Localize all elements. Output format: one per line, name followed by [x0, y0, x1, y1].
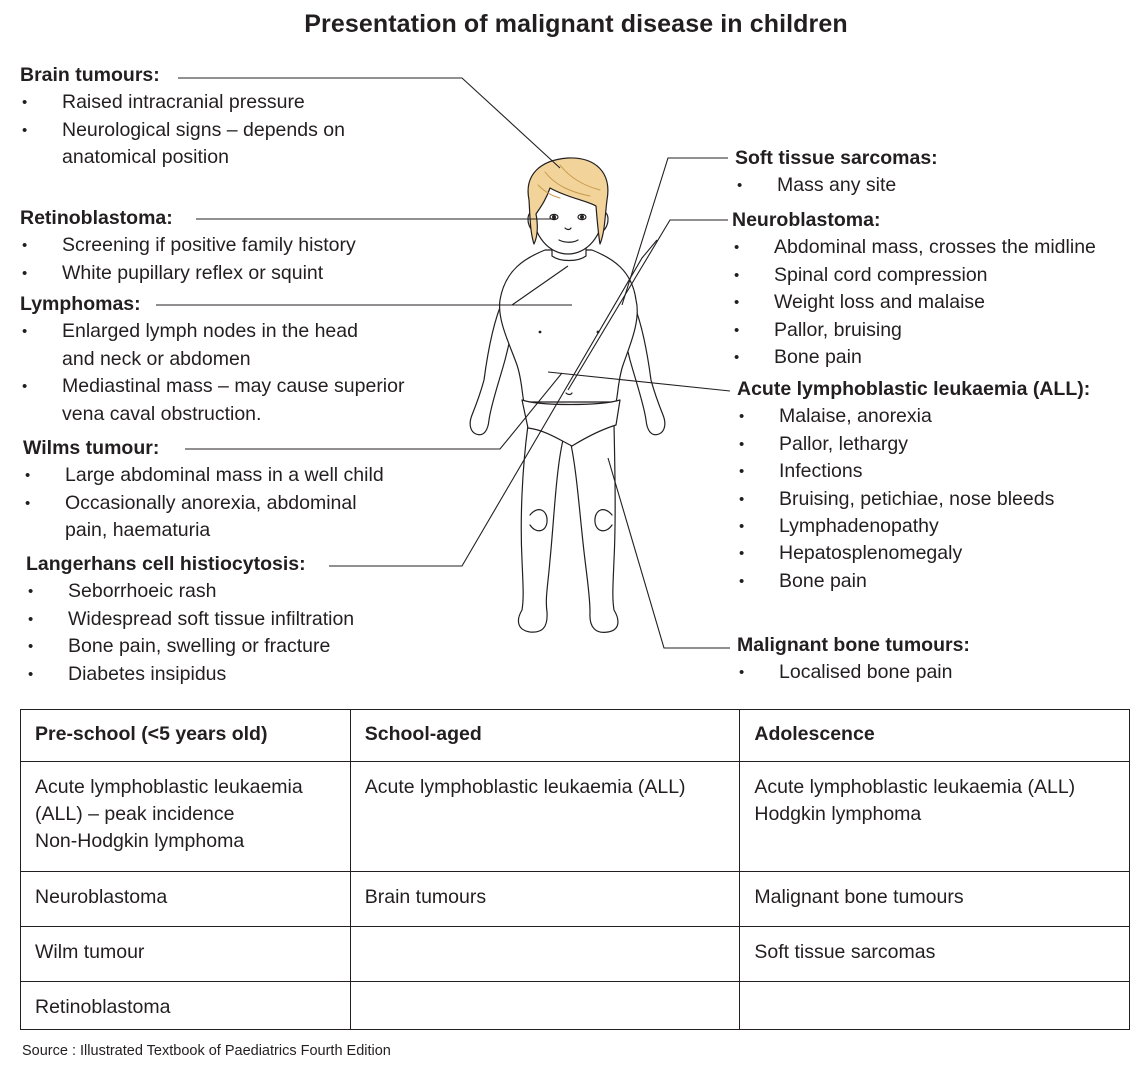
- bullet-item: • Diabetes insipidus: [26, 661, 354, 688]
- section-heading: Soft tissue sarcomas:: [735, 147, 938, 169]
- bullet-item: • Localised bone pain: [737, 659, 970, 686]
- bullet-item: • Abdominal mass, crosses the midline: [732, 234, 1096, 261]
- leader-wilms: [185, 373, 562, 449]
- table-cell: Wilm tumour: [21, 927, 351, 982]
- bullet-item: • Pallor, bruising: [732, 317, 1096, 344]
- bullet-item: • Bruising, petichiae, nose bleeds: [737, 486, 1090, 513]
- table-cell: [350, 982, 740, 1030]
- bullet-item: • Bone pain: [732, 344, 1096, 371]
- left-leg: [518, 425, 563, 632]
- header-preschool: Pre-school (<5 years old): [21, 710, 351, 762]
- section-heading: Wilms tumour:: [23, 437, 160, 459]
- bullet-item: • Pallor, lethargy: [737, 431, 1090, 458]
- table-cell: [350, 927, 740, 982]
- table-cell: Retinoblastoma: [21, 982, 351, 1030]
- section-heading: Lymphomas:: [20, 293, 141, 315]
- section-heading: Acute lymphoblastic leukaemia (ALL):: [737, 378, 1091, 400]
- table-cell: Brain tumours: [350, 872, 740, 927]
- section-heading: Malignant bone tumours:: [737, 634, 970, 656]
- bullet-item: pain, haematuria: [65, 519, 211, 542]
- bullet-item: • Screening if positive family history: [20, 232, 356, 259]
- bullet-item: • Malaise, anorexia: [737, 403, 1090, 430]
- bullet-item: • Hepatosplenomegaly: [737, 540, 1090, 567]
- table-row: [21, 927, 1130, 982]
- bullet-item: • Raised intracranial pressure: [20, 89, 345, 116]
- bullet-item: • Infections: [737, 458, 1090, 485]
- bullet-item: and neck or abdomen: [62, 347, 251, 370]
- bullet-item: • Enlarged lymph nodes in the head: [20, 318, 404, 345]
- table-cell: Acute lymphoblastic leukaemia (ALL): [350, 762, 740, 872]
- section-heading: Neuroblastoma:: [732, 209, 881, 231]
- bullet-item: • Spinal cord compression: [732, 262, 1096, 289]
- right-leg: [570, 425, 618, 632]
- source-citation: Source : Illustrated Textbook of Paediatrics Fourth Edition: [22, 1043, 391, 1059]
- diagram-title: Presentation of malignant disease in children: [304, 10, 848, 38]
- section-heading: Langerhans cell histiocytosis:: [26, 553, 306, 575]
- bullet-item: • Bone pain, swelling or fracture: [26, 633, 354, 660]
- bullet-item: • Large abdominal mass in a well child: [23, 462, 384, 489]
- table-cell: Malignant bone tumours: [740, 872, 1130, 927]
- table-cell: Acute lymphoblastic leukaemia (ALL) Hodgkin lymphoma: [740, 762, 1130, 872]
- leader-soft: [622, 158, 728, 305]
- table-cell: Soft tissue sarcomas: [740, 927, 1130, 982]
- section-heading: Retinoblastoma:: [20, 207, 173, 229]
- bullet-item: • Seborrhoeic rash: [26, 578, 354, 605]
- bullet-item: • White pupillary reflex or squint: [20, 260, 356, 287]
- table-cell: [740, 982, 1130, 1030]
- table-cell: Neuroblastoma: [21, 872, 351, 927]
- leader-brain: [178, 78, 560, 168]
- header-school-aged: School-aged: [350, 710, 740, 762]
- bullet-item: • Mediastinal mass – may cause superior: [20, 373, 404, 400]
- bullet-item: • Mass any site: [735, 172, 938, 199]
- bullet-item: • Weight loss and malaise: [732, 289, 1096, 316]
- table-cell: Acute lymphoblastic leukaemia (ALL) – peak incidence Non-Hodgkin lymphoma: [21, 762, 351, 872]
- table-row: [21, 982, 1130, 1030]
- bullet-item: • Neurological signs – depends on: [20, 117, 345, 144]
- table-row: [21, 762, 1130, 872]
- section-heading: Brain tumours:: [20, 64, 160, 86]
- bullet-item: anatomical position: [62, 146, 229, 169]
- bullet-item: vena caval obstruction.: [62, 402, 262, 425]
- bullet-item: • Bone pain: [737, 568, 1090, 595]
- header-adolescence: Adolescence: [740, 710, 1130, 762]
- bullet-item: • Lymphadenopathy: [737, 513, 1090, 540]
- age-distribution-table: [20, 709, 1130, 1030]
- leader-bone: [608, 458, 730, 648]
- table-row: [21, 872, 1130, 927]
- bullet-item: • Widespread soft tissue infiltration: [26, 606, 354, 633]
- bullet-item: • Occasionally anorexia, abdominal: [23, 490, 384, 517]
- table-header-row: [21, 710, 1130, 762]
